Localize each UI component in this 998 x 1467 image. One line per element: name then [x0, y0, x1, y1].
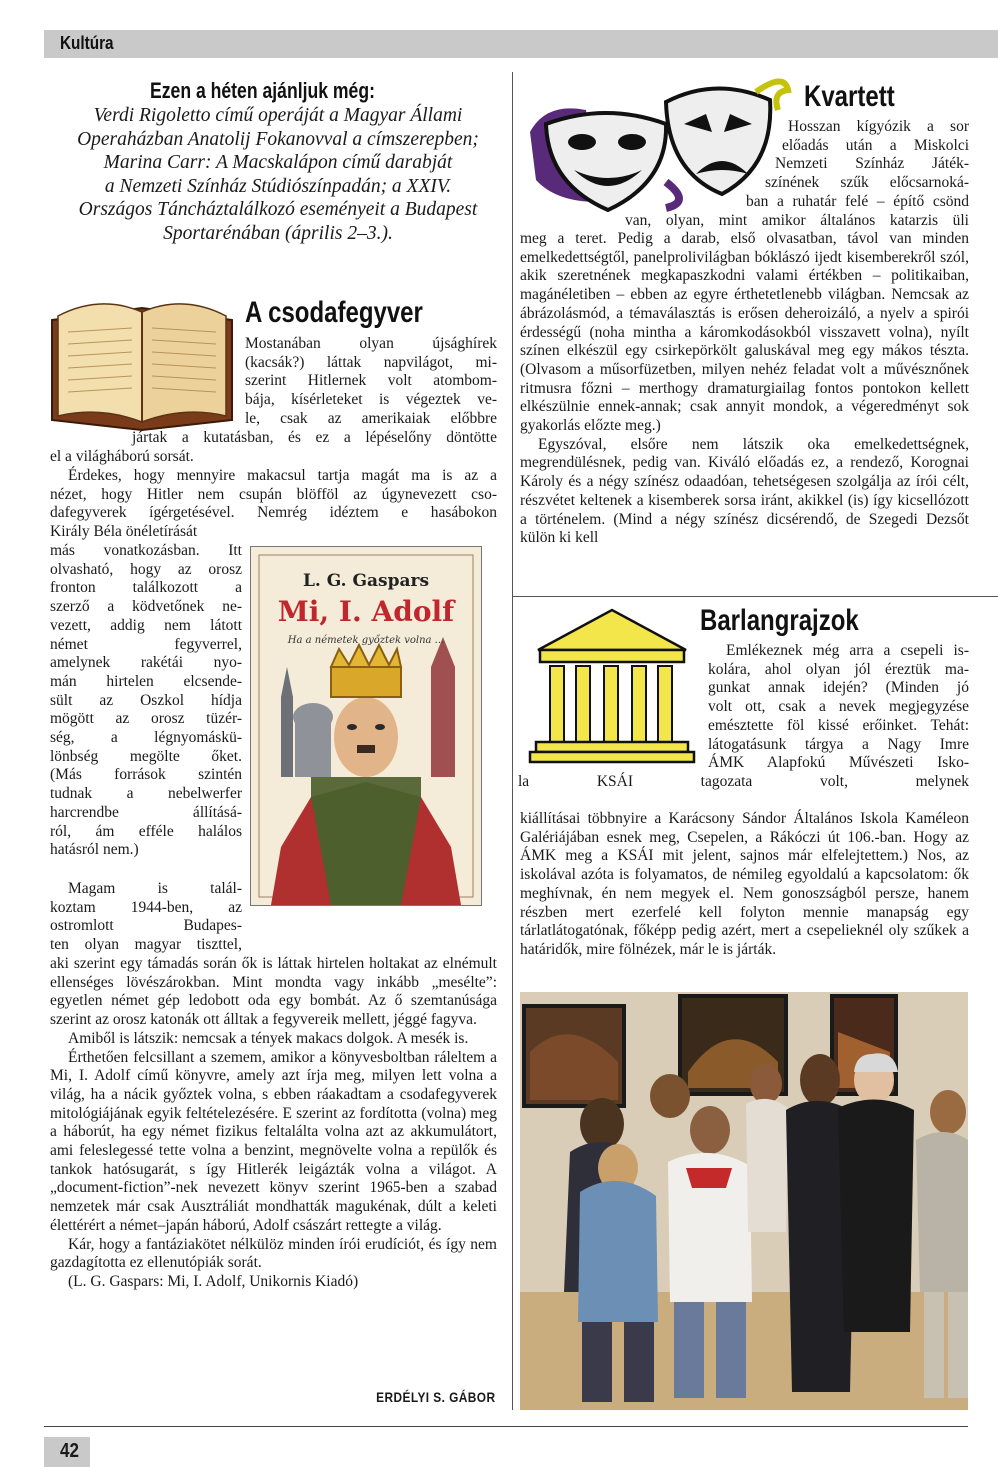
text-line: kolára, ahol olyan jól éreztük ma- — [708, 660, 969, 678]
text-line: fronton találkozott a — [50, 579, 242, 597]
kvartett-body — [520, 230, 969, 548]
text-line: ten olyan magyar tiszttel, — [50, 936, 242, 954]
text-line: bája, kísérleteket is végeztek ve- — [245, 391, 497, 409]
text-line: hatásról nem.) — [50, 841, 139, 859]
csodafegyver-intro-cont — [50, 429, 497, 466]
text-line: la KSÁI tagozata volt, melynek — [518, 772, 969, 790]
text-line: német fegyverrel, — [50, 635, 242, 653]
text-line: (kacsák?) láttak napvilágot, mi- — [245, 353, 497, 371]
paragraph: aki szerint egy támadás során ők is láttak hirtelen holtakat az elnémult ellenséges lövészárokban. Mint mondta vagy inkább „mesélte”: egyetlen német gép ledobott oda egy bombát. Az ő szemtanúsága szerint az orosz katonák ott álltak a fegyvereik mellett, jéggé fagyva. — [50, 955, 497, 1029]
recommend-line: Sportarénában (április 2–3.). — [163, 222, 393, 244]
footer-rule — [44, 1426, 968, 1427]
text-line: sült az Oszkol hídja — [50, 691, 242, 709]
recommend-line: Verdi Rigoletto című operáját a Magyar Állami — [93, 105, 463, 126]
text-line: előadás után a Miskolci — [782, 136, 969, 154]
csodafegyver-wrap — [50, 542, 242, 860]
text-line: Érdekes, hogy mennyire makacsul tartja magát ma is az a — [68, 467, 497, 484]
text-line: jártak a kutatásban, és ez a lépéselőny döntötte — [132, 429, 497, 446]
text-line: szerint Hitlernek volt atombom- — [245, 372, 497, 390]
text-line: emésztette föl kissé erőinket. Tehát: — [708, 716, 969, 734]
paragraph: meg a teret. Pedig a darab, első olvasatban, távol van minden emelkedettségtől, panelprolivilágban bóklászó ijedt kisemberekről szól, akik szeretnének megkapaszkodni valami értékben – politikaiban, magánéletiben – ebben az egyre érthetetlenebb világban. Nemcsak az ábrázolásmód, a témaválasztás is erősen deheroizáló, a nyelv a spirói érdességű (noha mintha a káromkodásokból visszavett volna), nyílt színen elkészül egy csirkepörkölt galuskával meg egy mákos tészta. (Olvasom a műsorfüzetben, milyen nehéz feladat volt a művésznőnek ritmusra főzni – merthogy dramaturgiailag fontos pontokon kellett elkészülnie ennek-annak; csak annyit mondok, a végeredményt sok gyakorlás előzte meg.) — [520, 230, 969, 435]
text-line: más vonatkozásban. Itt — [50, 542, 242, 559]
article-title-kvartett: Kvartett — [804, 80, 895, 113]
text-line: nézet, hogy Hitler nem csupán blöfföl az úgynevezett cso- — [50, 485, 497, 503]
csodafegyver-intro — [245, 335, 497, 429]
barlang-body — [520, 810, 969, 960]
text-line: mögött az orosz tüzér- — [50, 710, 242, 728]
csodafegyver-p3 — [50, 880, 242, 955]
text-line: Magam is talál- — [68, 880, 242, 897]
page-number: 42 — [60, 1440, 79, 1462]
paragraph: Kár, hogy a fantáziakötet nélkülöz minden írói erudíciót, és így nem gazdagította ez ellenutópiák sorát. — [50, 1235, 497, 1272]
text-line: volt ott, csak a nevek megjegyzése — [708, 698, 969, 716]
text-line: van, olyan, mint amikor általános katarzis üli — [625, 211, 969, 229]
text-line: lönbség megölte őket. — [50, 747, 242, 765]
recommend-title: Ezen a héten ajánljuk még: — [150, 78, 375, 103]
text-line: ség, a légnyomáskü- — [50, 729, 242, 747]
paragraph: kiállításai többnyire a Karácsony Sándor Általános Iskola Kaméleon Galériájában esnek meg, Csepelen, a Rákóczi út 106.-ban. Hogy az ÁMK meg a KSÁI mit jelent, sajnos már elfelejtettem.) Nos, az iskolával azóta is folyamatos, de némileg egyoldalú a kapcsolatom: ők meghívnak, én nem megyek el. Nem gonoszságból persze, hanem részben mert ezerfelé kell folyton mennie manapság egy tárlatlátogatónak, főképp pedig azért, mert a csepelieknél oly szűkek a határidők, mire fölnézek, már le is járták. — [520, 810, 969, 958]
csodafegyver-p2 — [50, 467, 497, 542]
book-cover — [250, 546, 482, 906]
recommend-line: a Nemzeti Színház Stúdiószínpadán; a XXIV. — [104, 175, 452, 197]
column-divider — [512, 72, 513, 1410]
open-book-illustration — [44, 290, 240, 440]
book-author: L. G. Gaspars — [302, 571, 430, 591]
text-line: színének szűk előcsarnoká- — [765, 174, 969, 192]
text-line: Király Béla önéletírását — [50, 523, 198, 541]
book-title: Mi, I. Adolf — [277, 595, 455, 628]
text-line: tudnak a nebelwerfer — [50, 785, 242, 803]
text-line: ban a ruhatár felé – építő csönd — [746, 192, 969, 210]
text-line: látogatásunk tárgya a Nagy Imre — [708, 735, 969, 753]
recommend-line: Operaházban Anatolij Fokanovval a címszerepben; — [77, 128, 479, 150]
byline: ERDÉLYI S. GÁBOR — [376, 1389, 496, 1405]
barlang-wrap — [518, 642, 969, 792]
gallery-photo — [520, 992, 968, 1410]
text-line: vezett, addig nem látott — [50, 616, 242, 634]
text-line: amelynek rakétái nyo- — [50, 654, 242, 672]
temple-illustration — [528, 604, 696, 764]
recommend-line: Országos Táncháztalálkozó eseményeit a Budapest — [78, 199, 478, 220]
recommend-line: Marina Carr: A Macskalápon című darabját — [103, 152, 453, 173]
text-line: (Más források szintén — [50, 766, 242, 784]
text-line: le, csak az amerikaiak előbbre — [245, 409, 497, 427]
book-subtitle: Ha a németek győztek volna ... — [287, 635, 445, 646]
section-header-bar — [44, 30, 998, 58]
section-label: Kultúra — [60, 33, 114, 53]
text-line: harcrendbe állításá- — [50, 803, 242, 821]
text-line: gunkat annak idején? (Minden jó — [708, 679, 969, 697]
paragraph: Érthetően felcsillant a szemem, amikor a könyvesboltban ráleltem a Mi, I. Adolf című könyvre, amely azt írja meg, milyen lett volna a világ, ha a nácik győztek volna, s ebben ráakadtam a csodafegyverek mitológiájának egyik feltételezésére. E szerint az fordította (volna) meg a háborút, ha egy német fizikus feltalálta volna azt az akkumulátort, ami feleslegessé tette volna a benzint, megnövelte volna a repülők és tankok hatósugarát, s így Hitlerék leigázták volna a világot. A „document-fiction”-nek nevezett könyv szerint 1965-ben a szabad nemzetek már csak Ausztráliát mondhatták magukénak, dúlt a keleti élettérért a német–japán háború, Adolf császárt rettegte a világ. — [50, 1048, 497, 1234]
text-line: Emlékeznek még arra a csepeli is- — [726, 642, 969, 659]
paragraph: Egyszóval, elsőre nem látszik oka emelkedettségnek, megrendülésnek, pedig van. Kiváló előadás ez, a rendező, Korognai Károly és a négy színész odaadóan, tehetségesen szolgálja az írói célt, részvétet keltenek a kisemberek sorsa iránt, akikkel (is) így kicsellózott a történelem. (Mind a négy színész dicsérendő, de Szegedi Dezsőt külön ki kell — [520, 435, 969, 547]
paragraph: Amiből is látszik: nemcsak a tények makacs dolgok. A mesék is. — [68, 1029, 469, 1047]
text-line: olvasható, hogy az orosz — [50, 560, 242, 578]
text-line: Hosszan kígyózik a sor — [788, 118, 969, 135]
text-line: dafegyverek ígérgetésével. Nemrég idéztem e hasábokon — [50, 504, 497, 522]
paragraph: (L. G. Gaspars: Mi, I. Adolf, Unikornis Kiadó) — [68, 1272, 359, 1290]
text-line: ÁMK Alapfokú Művészeti Isko- — [708, 754, 969, 772]
article-title-barlangrajzok: Barlangrajzok — [700, 604, 859, 637]
article-title-csodafegyver: A csodafegyver — [245, 296, 423, 329]
text-line: Mostanában olyan újsághírek — [245, 335, 497, 352]
text-line: szerző a ködvetőnek ne- — [50, 598, 242, 616]
text-line: ról, ám efféle halálos — [50, 822, 242, 840]
text-line: el a világháború sorsát. — [50, 447, 194, 465]
recommend-body — [50, 104, 506, 245]
csodafegyver-body — [50, 955, 497, 1292]
text-line: koztam 1944-ben, az — [50, 898, 242, 916]
kvartett-wrap — [520, 118, 969, 230]
text-line: ostromlott Budapes- — [50, 917, 242, 935]
section-divider — [512, 596, 998, 597]
text-line: Nemzeti Színház Játék- — [775, 155, 969, 173]
text-line: mán hirtelen elcsende- — [50, 672, 242, 690]
